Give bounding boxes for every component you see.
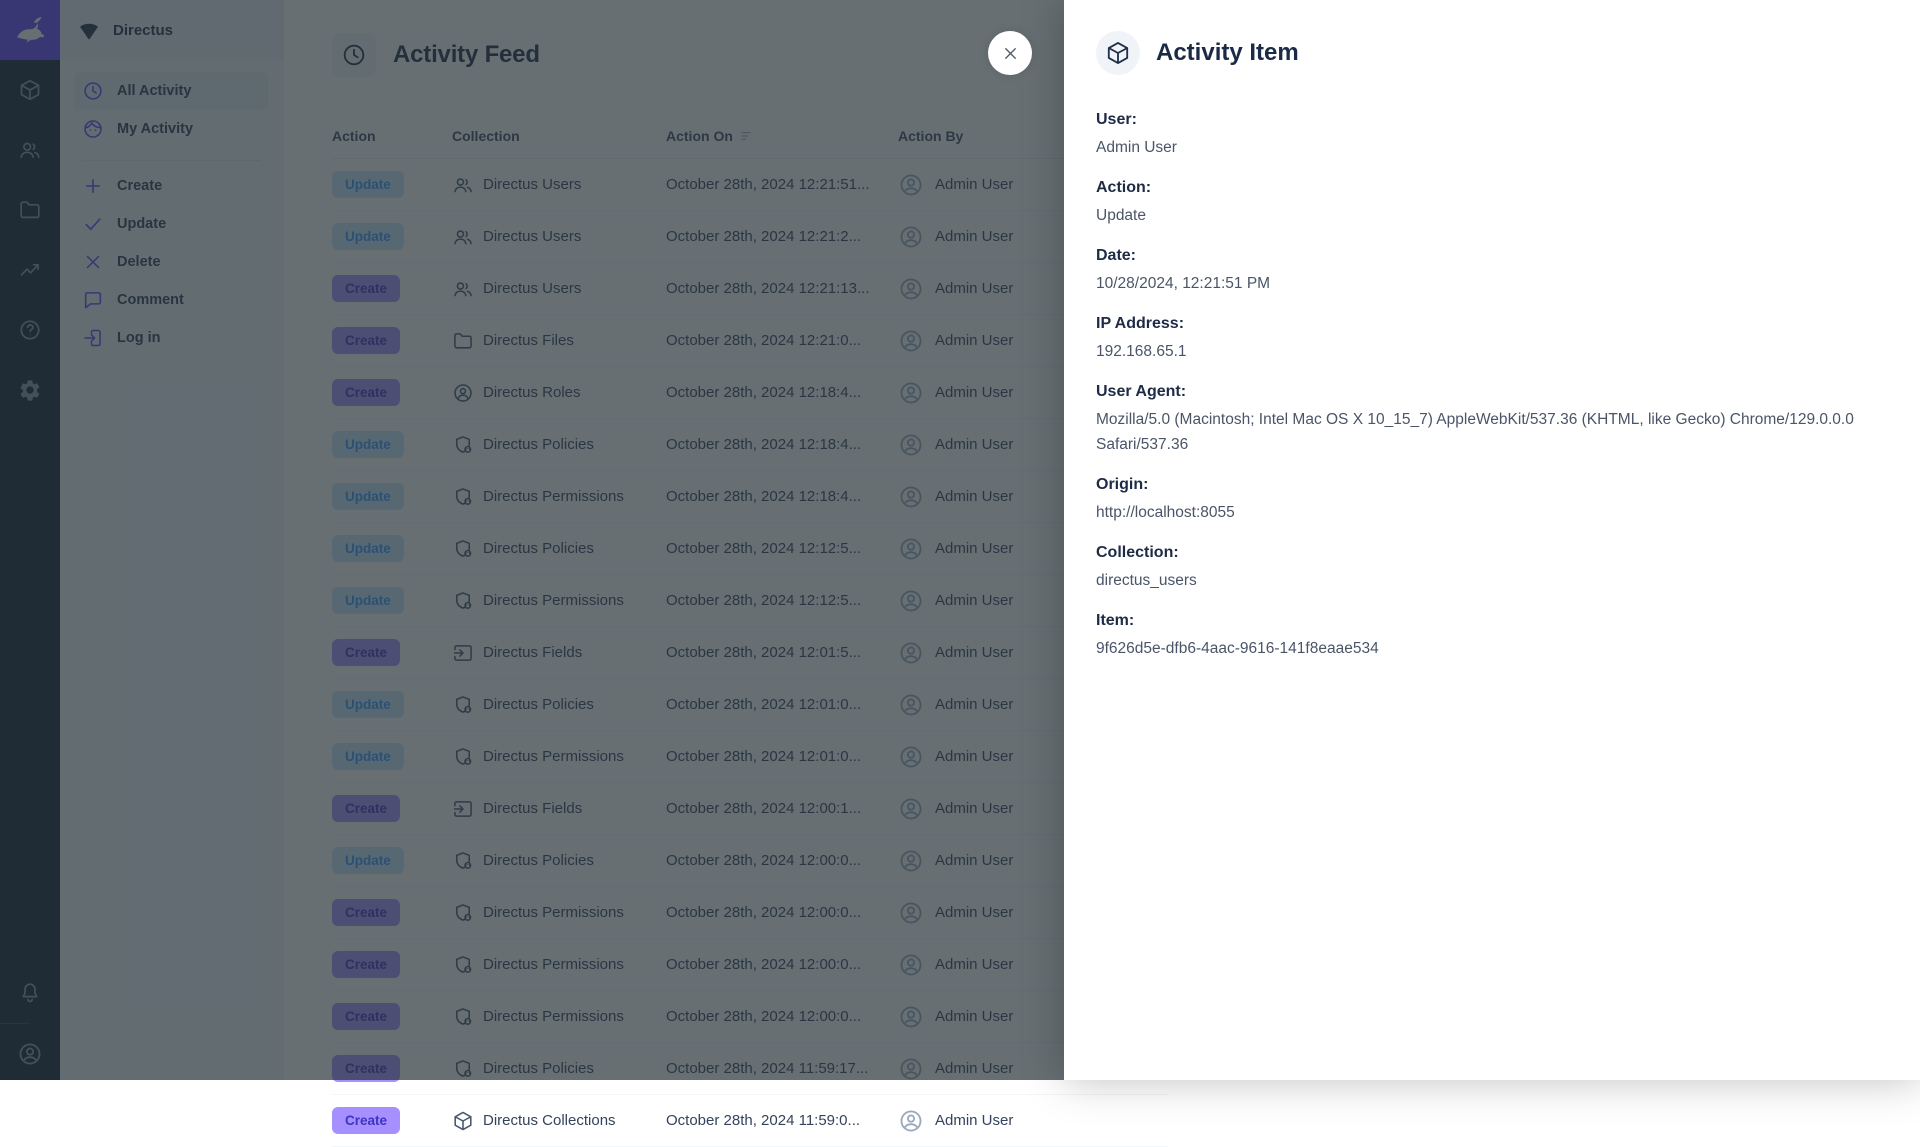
collection-name: Directus Collections (483, 1112, 616, 1129)
action-cell (332, 1107, 452, 1134)
field-origin (1096, 474, 1888, 525)
avatar-icon (898, 1108, 924, 1134)
action-by-cell (898, 1108, 1168, 1134)
field-value: 10/28/2024, 12:21:51 PM (1096, 275, 1271, 292)
field-ip-address (1096, 313, 1888, 364)
field-value: directus_users (1096, 572, 1197, 589)
field-action (1096, 177, 1888, 228)
field-label: User Agent: (1096, 383, 1187, 400)
collection-cell (452, 1110, 666, 1132)
collections-icon (452, 1110, 474, 1132)
field-item (1096, 610, 1888, 661)
field-user-agent (1096, 381, 1888, 457)
action-badge: Create (332, 1107, 400, 1134)
drawer-icon-box (1096, 31, 1140, 75)
field-user (1096, 109, 1888, 160)
field-label: IP Address: (1096, 315, 1185, 332)
field-value: 9f626d5e-dfb6-4aac-9616-141f8eaae534 (1096, 640, 1379, 657)
close-icon (1001, 44, 1020, 63)
activity-item-drawer (1064, 0, 1920, 1080)
drawer-header (1096, 31, 1888, 75)
field-date (1096, 245, 1888, 296)
field-label: Date: (1096, 247, 1137, 264)
close-drawer-button[interactable] (988, 31, 1032, 75)
field-label: Action: (1096, 179, 1152, 196)
action-on-cell: October 28th, 2024 11:59:0... (666, 1112, 861, 1129)
field-value: Admin User (1096, 139, 1177, 156)
field-collection (1096, 542, 1888, 593)
field-label: Item: (1096, 612, 1135, 629)
drawer-title: Activity Item (1156, 39, 1299, 66)
action-by-name: Admin User (935, 1112, 1014, 1129)
box-icon (1105, 40, 1131, 66)
field-value: Update (1096, 207, 1146, 224)
field-label: User: (1096, 111, 1137, 128)
field-label: Collection: (1096, 544, 1179, 561)
field-label: Origin: (1096, 476, 1149, 493)
field-value: http://localhost:8055 (1096, 504, 1235, 521)
drawer-fields (1096, 109, 1888, 661)
table-row[interactable] (332, 1095, 1168, 1147)
field-value: Mozilla/5.0 (Macintosh; Intel Mac OS X 10_15_7) AppleWebKit/537.36 (KHTML, like Gecko) Chrome/129.0.0.0 Safari/537.36 (1096, 411, 1854, 453)
field-value: 192.168.65.1 (1096, 343, 1187, 360)
